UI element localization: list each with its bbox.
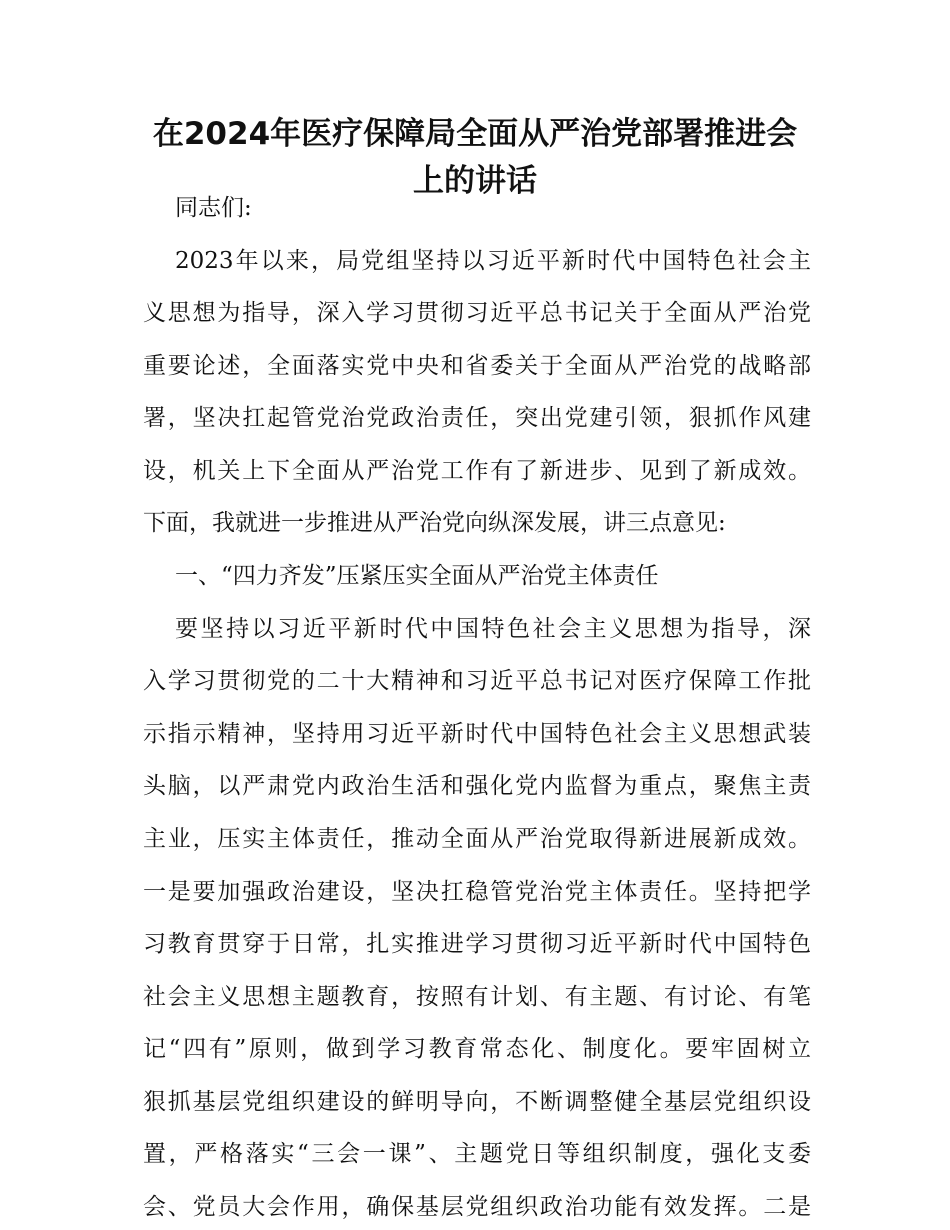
paragraph-line: 署，坚决扛起管党治党政治责任，突出党建引领，狠抓作风建 [143,405,811,431]
paragraph-line: 义思想为指导，深入学习贯彻习近平总书记关于全面从严治党 [143,300,811,326]
paragraph-line: 习教育贯穿于日常，扎实推进学习贯彻习近平新时代中国特色 [143,931,811,957]
paragraph-line: 要坚持以习近平新时代中国特色社会主义思想为指导，深 [175,616,811,642]
paragraph-line: 记“四有”原则，做到学习教育常态化、制度化。要牢固树立 [143,1036,811,1062]
paragraph-line: 示指示精神，坚持用习近平新时代中国特色社会主义思想武装 [143,721,811,747]
document-title-line-1: 在2024年医疗保障局全面从严治党部署推进会 [152,116,798,152]
document-title-line-2: 上的讲话 [413,163,537,199]
paragraph-line: 2023年以来，局党组坚持以习近平新时代中国特色社会主 [175,248,811,274]
paragraph-line: 设，机关上下全面从严治党工作有了新进步、见到了新成效。 [143,458,811,484]
paragraph-line: 下面，我就进一步推进从严治党向纵深发展，讲三点意见: [143,510,726,536]
paragraph-line: 重要论述，全面落实党中央和省委关于全面从严治党的战略部 [143,353,811,379]
paragraph-line: 主业，压实主体责任，推动全面从严治党取得新进展新成效。 [143,826,811,852]
salutation: 同志们: [175,195,252,221]
section-heading: 一、“四力齐发”压紧压实全面从严治党主体责任 [175,563,659,589]
paragraph-line: 置，严格落实“三会一课”、主题党日等组织制度，强化支委 [143,1141,811,1167]
paragraph-line: 会、党员大会作用，确保基层党组织政治功能有效发挥。二是 [143,1194,811,1220]
paragraph-line: 一是要加强政治建设，坚决扛稳管党治党主体责任。坚持把学 [143,879,811,905]
paragraph-line: 狠抓基层党组织建设的鲜明导向，不断调整健全基层党组织设 [143,1089,811,1115]
paragraph-line: 社会主义思想主题教育，按照有计划、有主题、有讨论、有笔 [143,984,811,1010]
paragraph-line: 入学习贯彻党的二十大精神和习近平总书记对医疗保障工作批 [143,668,811,694]
paragraph-line: 头脑，以严肃党内政治生活和强化党内监督为重点，聚焦主责 [143,773,811,799]
